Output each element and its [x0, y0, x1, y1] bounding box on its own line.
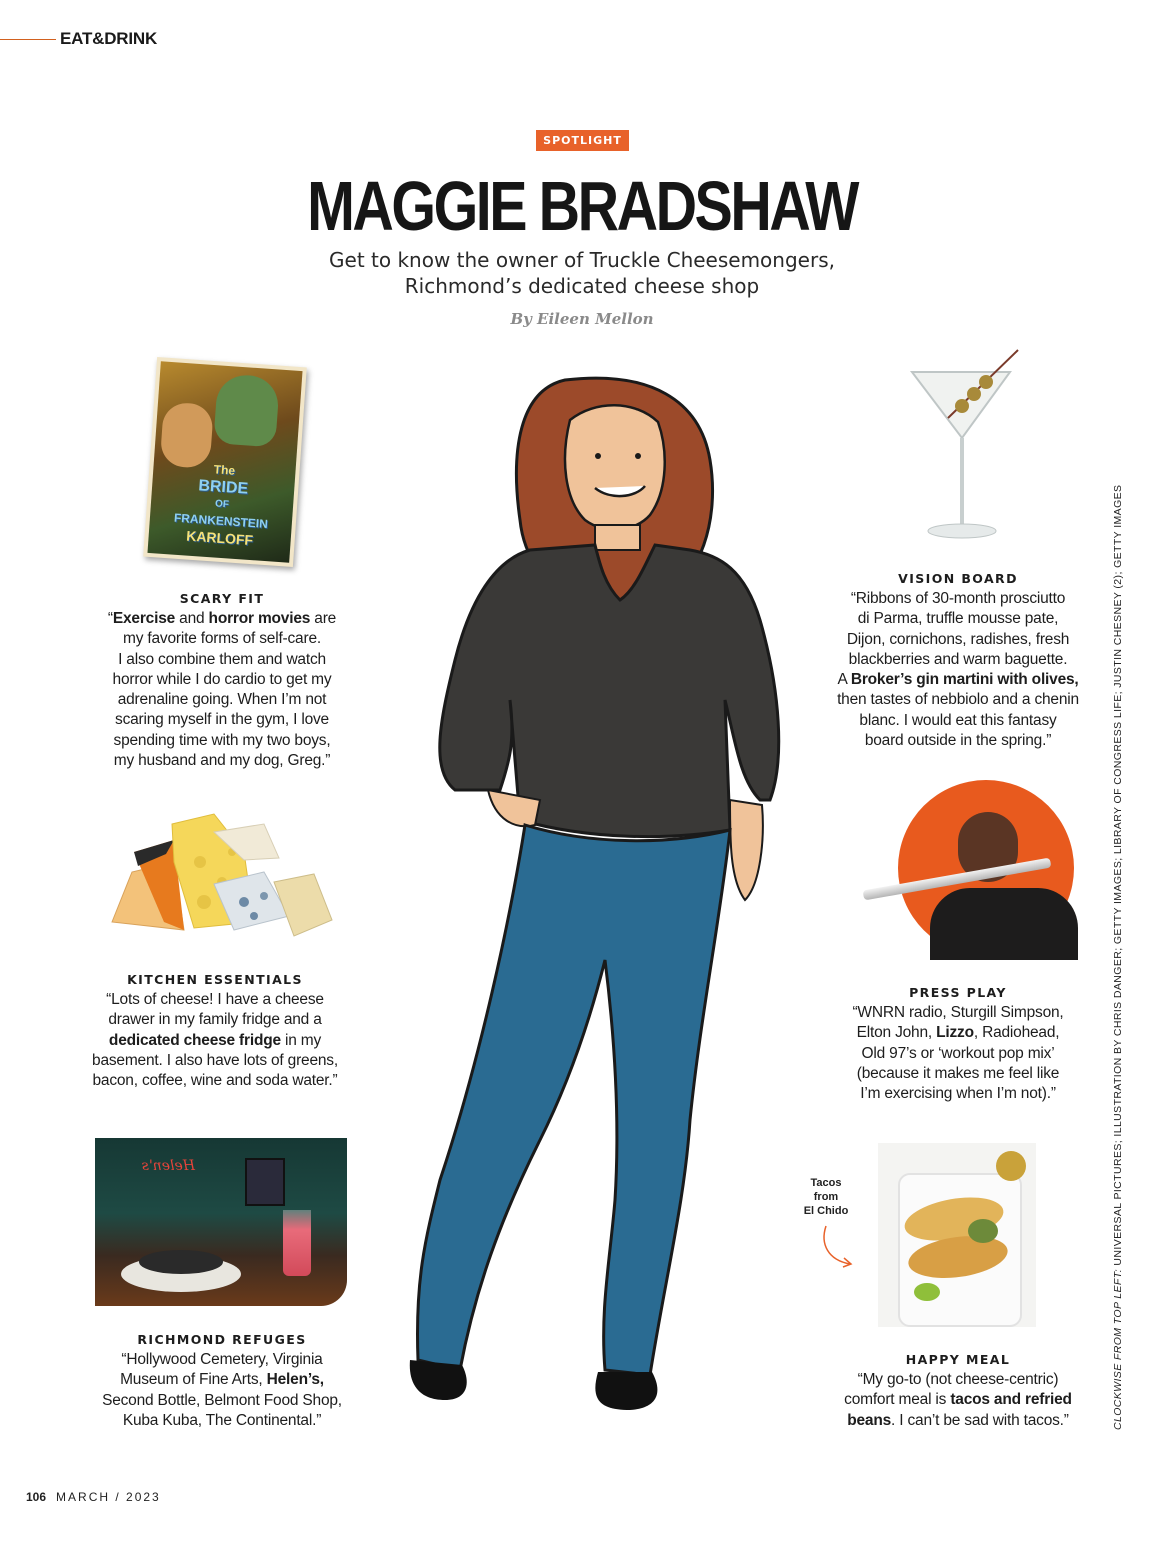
caption-line: Tacos — [810, 1177, 842, 1189]
press-play-block — [828, 984, 1088, 1104]
cheese-photo — [104, 812, 336, 942]
text-line: Kuba Kuba, The Continental.” — [122, 1411, 322, 1429]
page-number: 106 — [26, 1490, 47, 1504]
text: are — [310, 610, 337, 627]
text-line: scaring myself in the gym, I love — [115, 711, 329, 729]
text: . I can’t be sad with tacos.” — [891, 1411, 1069, 1429]
caption-line: El Chido — [803, 1205, 849, 1217]
byline: By Eileen Mellon — [510, 310, 654, 328]
bold-text: Exercise — [112, 610, 176, 627]
neon-sign: Helen's — [141, 1158, 195, 1174]
photo-credit — [1112, 485, 1124, 1430]
bride-of-frankenstein-poster — [143, 357, 307, 567]
bold-text: tacos and refried — [950, 1391, 1072, 1409]
text-line: “Ribbons of 30-month prosciutto — [850, 590, 1066, 607]
text-line: Old 97’s or ‘workout pop mix’ — [861, 1044, 1055, 1062]
text-line: “My go-to (not cheese-centric) — [857, 1371, 1059, 1388]
text-line: Dijon, cornichons, radishes, fresh — [846, 630, 1070, 648]
vision-board-heading: VISION BOARD — [898, 571, 1018, 586]
poster-text: BRIDE — [197, 477, 249, 498]
text-line: “Exercise and horror movies are — [107, 610, 337, 627]
deck-line: Richmond’s dedicated cheese shop — [404, 274, 760, 298]
text-line — [818, 670, 1098, 690]
caption-line: from — [813, 1191, 839, 1203]
folio — [26, 1490, 161, 1504]
text-line: blanc. I would eat this fantasy — [859, 711, 1057, 729]
text: comfort meal is — [844, 1391, 951, 1409]
poster-text: OF — [214, 498, 230, 511]
vision-board-block — [818, 570, 1098, 751]
tacos-caption — [796, 1176, 856, 1218]
press-play-heading: PRESS PLAY — [909, 985, 1007, 1000]
kitchen-essentials-heading: KITCHEN ESSENTIALS — [127, 972, 303, 987]
text: in my — [280, 1031, 322, 1049]
text-line: “Lots of cheese! I have a cheese — [106, 991, 324, 1008]
text-line — [828, 1411, 1088, 1431]
poster-text: KARLOFF — [185, 527, 254, 549]
text-line: Second Bottle, Belmont Food Shop, — [102, 1391, 342, 1409]
maggie-bradshaw-illustration — [400, 360, 790, 1420]
page-title: MAGGIE BRADSHAW — [307, 167, 857, 245]
deck — [282, 247, 882, 299]
happy-meal-heading: HAPPY MEAL — [905, 1352, 1011, 1367]
section-label: EAT&DRINK — [60, 29, 158, 48]
tacos-photo — [878, 1143, 1036, 1327]
kitchen-essentials-block — [80, 971, 350, 1091]
text-line — [80, 1031, 350, 1051]
happy-meal-block — [828, 1351, 1088, 1431]
text-line: basement. I also have lots of greens, — [92, 1051, 338, 1069]
text-line: di Parma, truffle mousse pate, — [857, 610, 1059, 628]
bold-text: Helen’s, — [266, 1371, 324, 1389]
text-line: drawer in my family fridge and a — [108, 1011, 322, 1029]
text-line: spending time with my two boys, — [113, 731, 331, 749]
text-line: my favorite forms of self-care. — [123, 630, 321, 648]
text-line: I also combine them and watch — [118, 650, 326, 668]
scary-fit-heading: SCARY FIT — [179, 591, 265, 606]
bold-text: horror movies — [208, 610, 311, 627]
restaurant-photo — [95, 1138, 347, 1306]
scary-fit-block — [92, 590, 352, 771]
text: Elton John, — [856, 1024, 937, 1042]
text-line: “WNRN radio, Sturgill Simpson, — [852, 1004, 1064, 1021]
text-line: adrenaline going. When I’m not — [117, 691, 327, 709]
text-line: then tastes of nebbiolo and a chenin — [837, 691, 1079, 709]
text: Museum of Fine Arts, — [120, 1371, 267, 1389]
lizzo-photo — [860, 778, 1078, 960]
credit-text: UNIVERSAL PICTURES; ILLUSTRATION BY CHRIS DANGER; GETTY IMAGES; LIBRARY OF CONGRESS LIFE; JUSTIN CHESNEY (2); GETTY IMAGES — [1112, 484, 1124, 1269]
bold-text: Lizzo — [936, 1024, 974, 1042]
text-line: (because it makes me feel like — [856, 1064, 1060, 1082]
text-line — [828, 1023, 1088, 1043]
credit-lead: CLOCKWISE FROM TOP LEFT: — [1112, 1268, 1124, 1430]
text-line: “Hollywood Cemetery, Virginia — [121, 1351, 323, 1368]
text-line — [92, 1370, 352, 1390]
text-line: bacon, coffee, wine and soda water.” — [92, 1072, 338, 1090]
text: A — [837, 671, 851, 689]
bold-text: beans — [847, 1411, 892, 1429]
martini-photo — [900, 346, 1020, 546]
text-line: board outside in the spring.” — [864, 732, 1052, 750]
text-line: horror while I do cardio to get my — [112, 670, 332, 688]
poster-text: The — [213, 462, 236, 478]
bold-text: dedicated cheese fridge — [108, 1031, 281, 1049]
richmond-refuges-heading: RICHMOND REFUGES — [137, 1332, 307, 1347]
richmond-refuges-block — [92, 1331, 352, 1431]
text-line: blackberries and warm baguette. — [848, 650, 1068, 668]
deck-line: Get to know the owner of Truckle Cheesemongers, — [329, 248, 835, 272]
text: , Radiohead, — [973, 1024, 1060, 1042]
poster-text: FRANKENSTEIN — [173, 510, 269, 532]
text: and — [175, 610, 209, 627]
section-rule — [0, 39, 56, 40]
text-line: I’m exercising when I’m not).” — [860, 1085, 1056, 1103]
arrow-icon — [818, 1224, 858, 1268]
text-line: my husband and my dog, Greg.” — [113, 752, 331, 770]
issue-date: MARCH / 2023 — [56, 1490, 161, 1504]
text-line — [828, 1390, 1088, 1410]
bold-text: Broker’s gin martini with olives, — [850, 671, 1079, 689]
spotlight-tag: SPOTLIGHT — [536, 130, 629, 151]
